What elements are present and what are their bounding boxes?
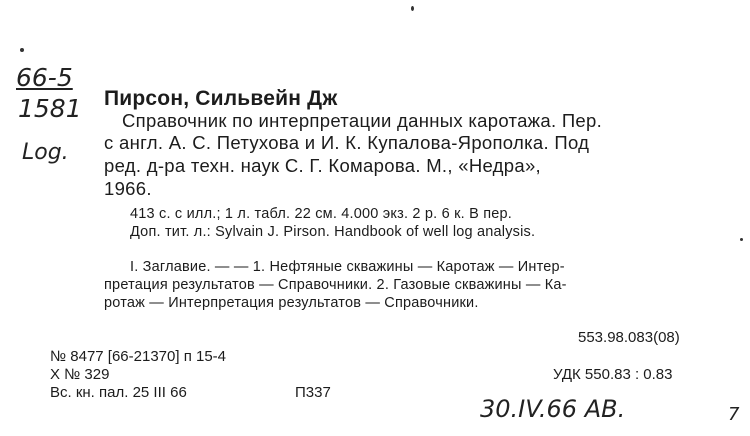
- handwritten-corner-mark: 7: [728, 404, 740, 425]
- speck: [20, 48, 24, 52]
- record-number: № 8477 [66-21370] п 15-4: [50, 348, 227, 365]
- handwritten-shelf-top: 66-5: [16, 63, 73, 92]
- author-heading: Пирсон, Сильвейн Дж: [104, 87, 338, 110]
- subject-line-1: I. Заглавие. — — 1. Нефтяные скважины — Каротаж — Интер-: [130, 259, 565, 275]
- subject-line-2: претация результатов — Справочники. 2. Газовые скважины — Ка-: [104, 277, 567, 293]
- title-line-4: 1966.: [104, 178, 152, 199]
- speck: [740, 238, 743, 241]
- subject-line-3: ротаж — Интерпретация результатов — Справочники.: [104, 295, 479, 311]
- handwritten-date: 30.IV.66 AB.: [480, 395, 626, 423]
- parallel-title: Доп. тит. л.: Sylvain J. Pirson. Handbook of well log analysis.: [130, 224, 536, 240]
- p-code: П337: [295, 384, 331, 401]
- title-line-3: ред. д-ра техн. наук С. Г. Комарова. М., «Недра»,: [104, 155, 541, 176]
- vs-line: Вс. кн. пал. 25 III 66: [50, 384, 187, 401]
- udk-number: УДК 550.83 : 0.83: [553, 366, 673, 383]
- class-number: 553.98.083(08): [578, 329, 680, 346]
- handwritten-note: Log.: [22, 140, 69, 165]
- title-line-2: с англ. А. С. Петухова и И. К. Купалова-Ярополка. Под: [104, 132, 590, 153]
- physical-description: 413 с. с илл.; 1 л. табл. 22 см. 4.000 экз. 2 р. 6 к. В пер.: [130, 206, 513, 222]
- speck: [411, 6, 414, 11]
- x-number: X № 329: [50, 366, 110, 383]
- title-line-1: Справочник по интерпретации данных каротажа. Пер.: [122, 110, 603, 131]
- handwritten-shelf-bottom: 1581: [18, 94, 82, 123]
